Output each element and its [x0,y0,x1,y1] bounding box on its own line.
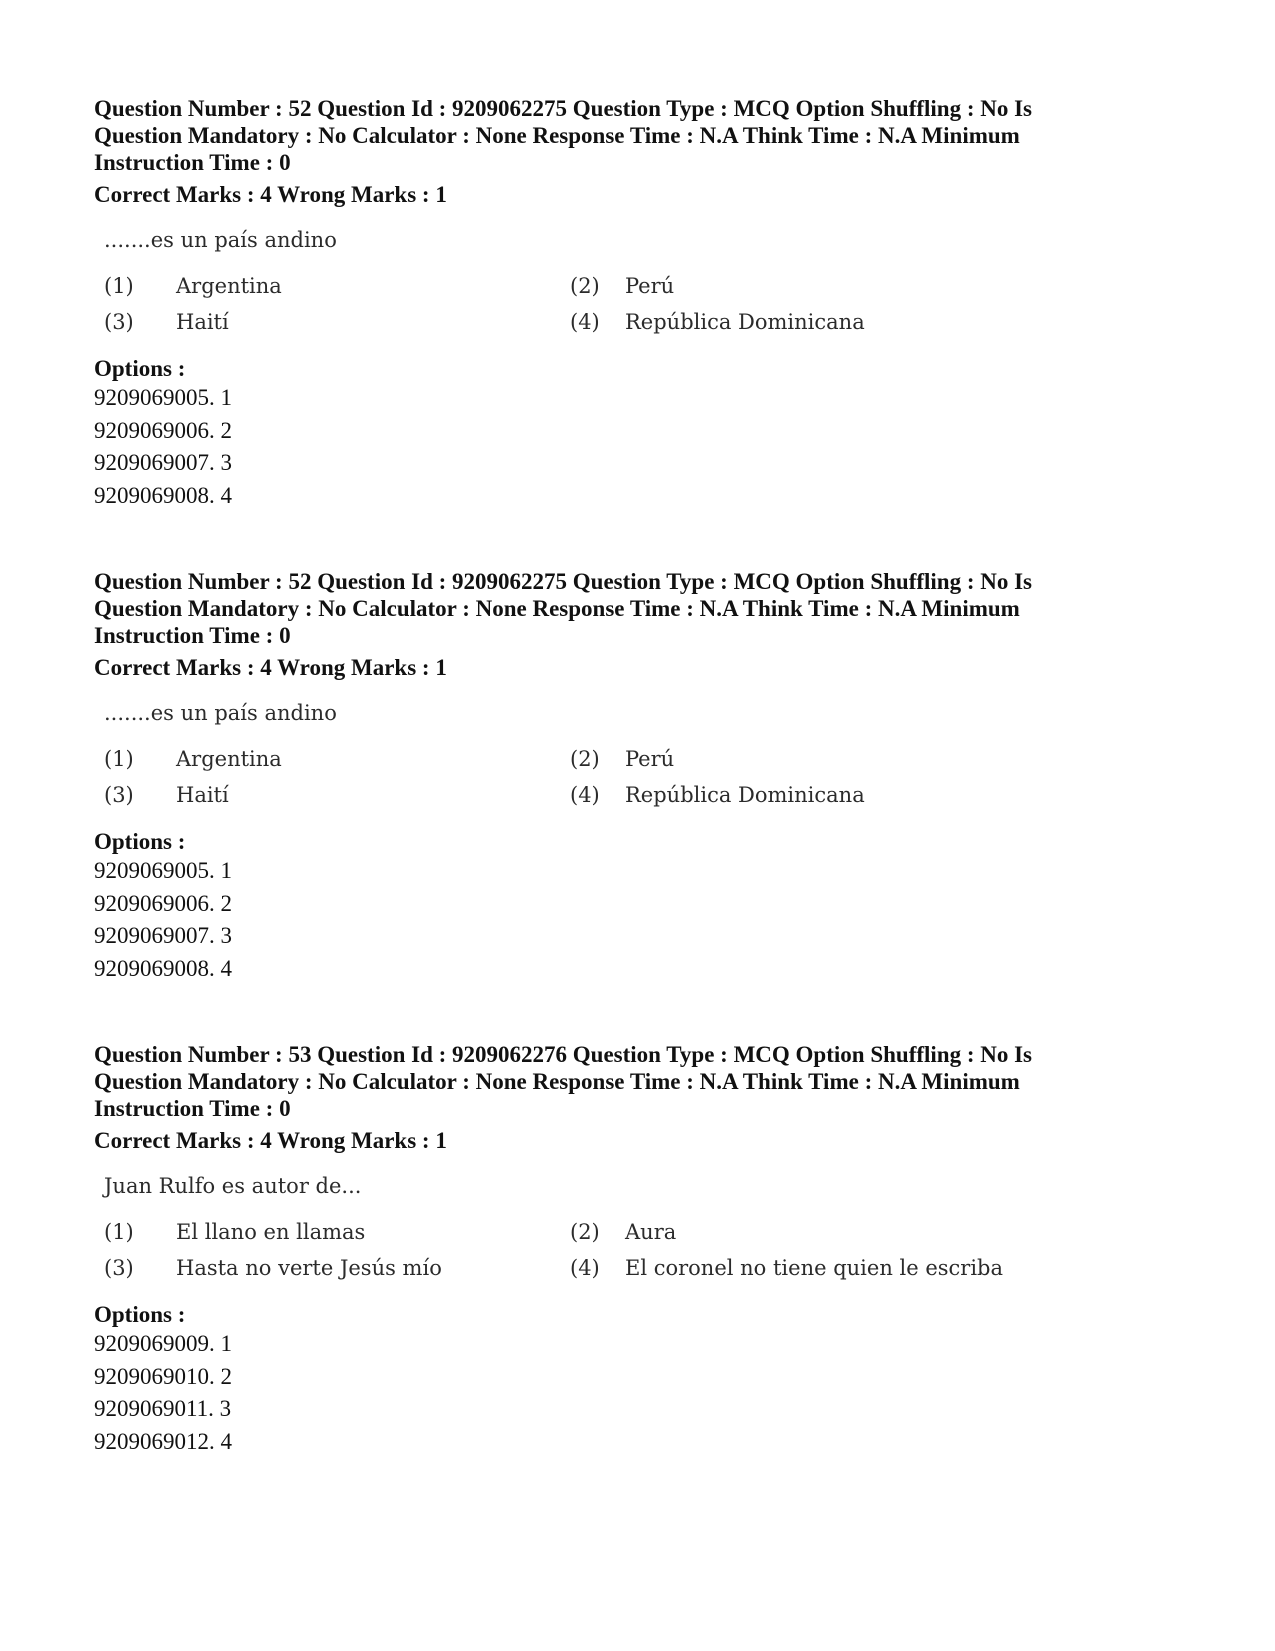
option-line: 9209069007. 3 [94,923,232,948]
choice-number: (3) [104,310,134,334]
choice-number: (1) [104,747,134,771]
choice-text: Argentina [176,274,282,298]
options-title: Options : [94,829,186,854]
option-line: 9209069009. 1 [94,1331,232,1356]
question-header: Question Number : 52 Question Id : 9209062275 Question Type : MCQ Option Shuffling : No Is Question Mandatory : No Calculator : None Response Time : N.A Think Time : N.A Minimum Instruction Time : 0 [94,96,1033,175]
choice-number: (1) [104,274,134,298]
choice-number: (3) [104,783,134,807]
question-header: Question Number : 53 Question Id : 9209062276 Question Type : MCQ Option Shuffling : No Is Question Mandatory : No Calculator : None Response Time : N.A Think Time : N.A Minimum Instruction Time : 0 [94,1042,1033,1121]
question-block [94,1041,1094,1458]
choice-text: Hasta no verte Jesús mío [176,1256,442,1280]
choice-text: Haití [176,310,229,334]
marks-line: Correct Marks : 4 Wrong Marks : 1 [94,182,447,207]
option-line: 9209069010. 2 [94,1363,232,1389]
question-header: Question Number : 52 Question Id : 9209062275 Question Type : MCQ Option Shuffling : No Is Question Mandatory : No Calculator : None Response Time : N.A Think Time : N.A Minimum Instruction Time : 0 [94,569,1033,648]
question-stem: Juan Rulfo es autor de... [104,1174,362,1198]
options-title: Options : [94,356,186,381]
choice-number: (2) [570,1220,600,1244]
choice-number: (4) [570,1256,600,1280]
choice-number: (4) [570,310,600,334]
question-stem: .......es un país andino [104,228,337,252]
question-body [102,228,1002,343]
question-body [102,701,1002,816]
option-line: 9209069007. 3 [94,450,232,475]
options-title: Options : [94,1302,186,1327]
choice-text: Perú [625,274,675,298]
option-line: 9209069006. 2 [94,890,232,916]
option-line: 9209069005. 1 [94,858,232,883]
choice-text: República Dominicana [625,310,865,334]
choice-text: El llano en llamas [176,1220,366,1244]
choice-number: (2) [570,274,600,298]
question-block [94,568,1094,985]
option-line: 9209069008. 4 [94,482,232,508]
marks-line: Correct Marks : 4 Wrong Marks : 1 [94,655,447,680]
question-block [94,95,1094,512]
question-stem: .......es un país andino [104,701,337,725]
option-line: 9209069005. 1 [94,385,232,410]
marks-line: Correct Marks : 4 Wrong Marks : 1 [94,1128,447,1153]
choice-number: (3) [104,1256,134,1280]
option-line: 9209069012. 4 [94,1428,232,1454]
option-line: 9209069008. 4 [94,955,232,981]
choice-text: El coronel no tiene quien le escriba [625,1256,1004,1280]
choice-number: (1) [104,1220,134,1244]
option-line: 9209069006. 2 [94,417,232,443]
choice-number: (4) [570,783,600,807]
choice-text: Haití [176,783,229,807]
choice-text: Aura [625,1220,677,1244]
choice-number: (2) [570,747,600,771]
choice-text: República Dominicana [625,783,865,807]
choice-text: Perú [625,747,675,771]
choice-text: Argentina [176,747,282,771]
option-line: 9209069011. 3 [94,1396,232,1421]
question-body [102,1174,1002,1289]
